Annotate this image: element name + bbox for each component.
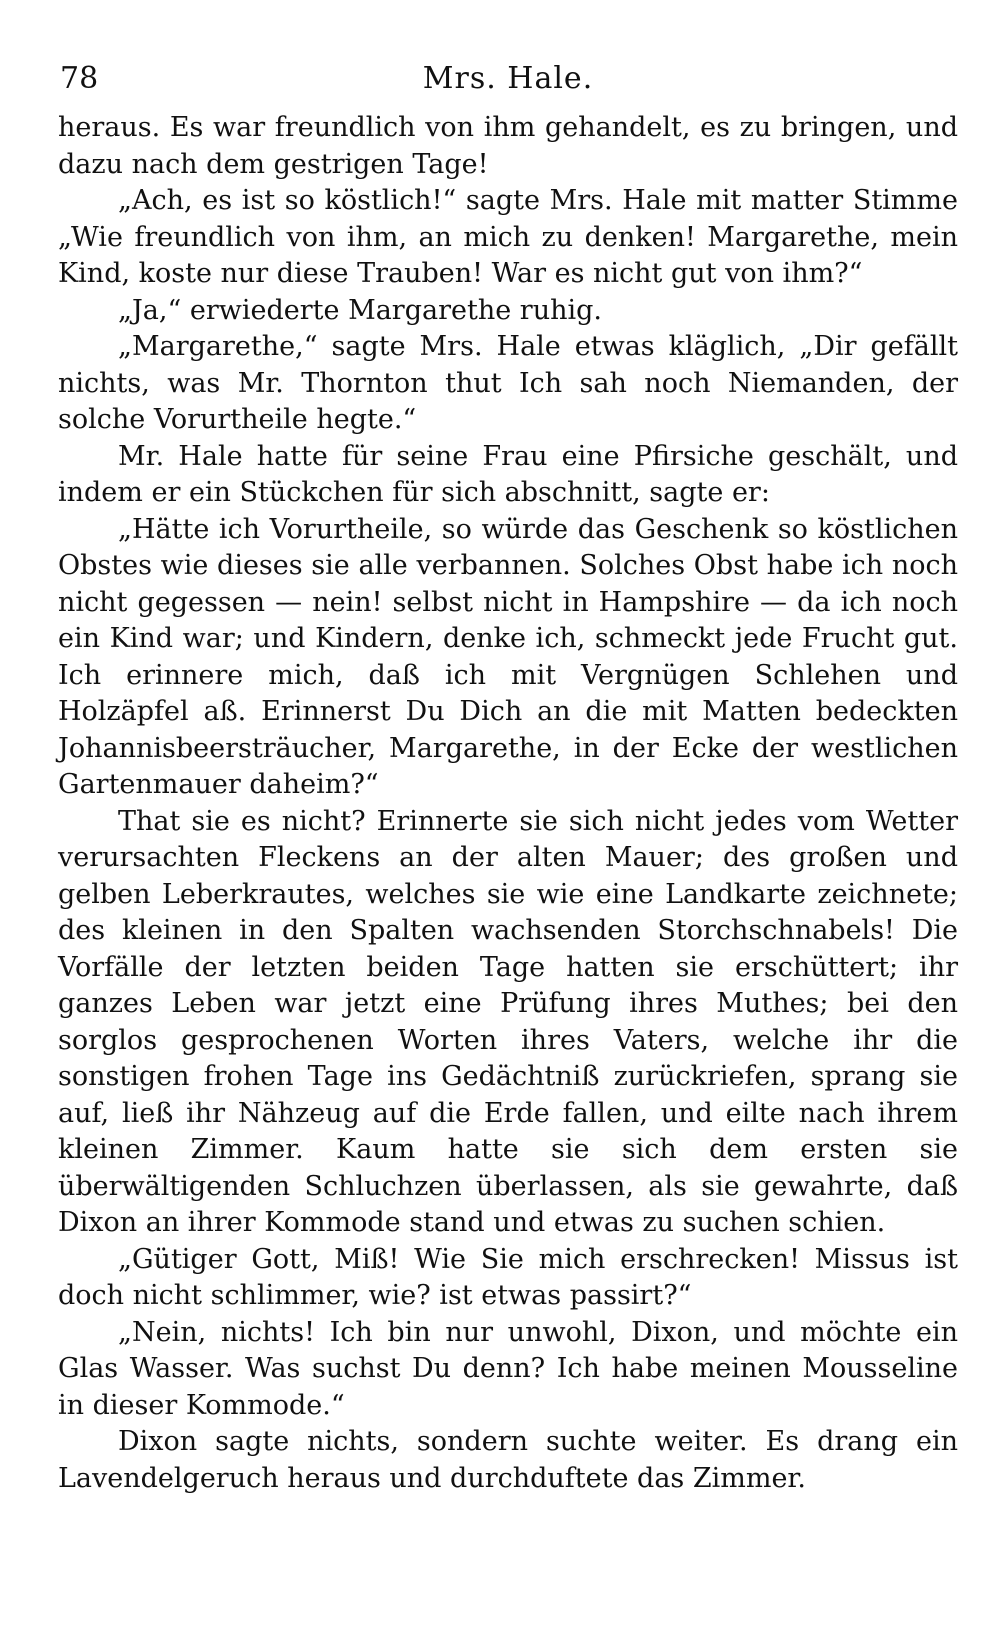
paragraph: That sie es nicht? Erinnerte sie sich nicht jedes vom Wetter verursachten Fleckens an der alten Mauer; des großen und gelben Leberkrautes, welches sie wie eine Landkarte zeichnete; des kleinen in den Spalten wachsenden Storchschnabels! Die Vorfälle der letzten beiden Tage hatten sie erschüttert; ihr ganzes Leben war jetzt eine Prüfung ihres Muthes; bei den sorglos gesprochenen Worten ihres Vaters, welche ihr die sonstigen frohen Tage ins Gedächtniß zurückriefen, sprang sie auf, ließ ihr Nähzeug auf die Erde fallen, und eilte nach ihrem kleinen Zimmer. Kaum hatte sie sich dem ersten sie überwältigenden Schluchzen überlassen, als sie gewahrte, daß Dixon an ihrer Kommode stand und etwas zu suchen schien.: [58, 805, 958, 1238]
book-page: [58, 48, 958, 1608]
paragraph: heraus. Es war freundlich von ihm gehandelt, es zu bringen, und dazu nach dem gestrigen Tage!: [58, 112, 958, 180]
paragraph: „Margarethe,“ sagte Mrs. Hale etwas kläglich, „Dir gefällt nichts, was Mr. Thornton thut Ich sah noch Niemanden, der solche Vorurtheile hegte.“: [58, 331, 958, 435]
paragraph: „Gütiger Gott, Miß! Wie Sie mich erschrecken! Missus ist doch nicht schlimmer, wie? ist etwas passirt?“: [58, 1243, 958, 1311]
paragraph: Dixon sagte nichts, sondern suchte weiter. Es drang ein Lavendelgeruch heraus und durchduftete das Zimmer.: [58, 1426, 958, 1494]
paragraph: „Ja,“ erwiederte Margarethe ruhig.: [118, 294, 602, 326]
page-number: 78: [60, 61, 99, 96]
body-text: [58, 110, 958, 1497]
paragraph: „Hätte ich Vorurtheile, so würde das Geschenk so köstlichen Obstes wie dieses sie alle verbannen. Solches Obst habe ich noch nicht gegessen — nein! selbst nicht in Hampshire — da ich noch ein Kind war; und Kindern, denke ich, schmeckt jede Frucht gut. Ich erinnere mich, daß ich mit Vergnügen Schlehen und Holzäpfel aß. Erinnerst Du Dich an die mit Matten bedeckten Johannisbeersträucher, Margarethe, in der Ecke der westlichen Gartenmauer daheim?“: [58, 513, 958, 800]
paragraph: „Nein, nichts! Ich bin nur unwohl, Dixon, und möchte ein Glas Wasser. Was suchst Du denn? Ich habe meinen Mousseline in dieser Kommode.“: [58, 1316, 958, 1421]
running-title: Mrs. Hale.: [422, 61, 594, 96]
paragraph: „Ach, es ist so köstlich!“ sagte Mrs. Hale mit matter Stimme „Wie freundlich von ihm, an mich zu denken! Margarethe, mein Kind, koste nur diese Trauben! War es nicht gut von ihm?“: [58, 185, 958, 289]
running-head: [58, 48, 958, 110]
paragraph: Mr. Hale hatte für seine Frau eine Pfirsiche geschält, und indem er ein Stückchen für sich abschnitt, sagte er:: [58, 440, 958, 508]
